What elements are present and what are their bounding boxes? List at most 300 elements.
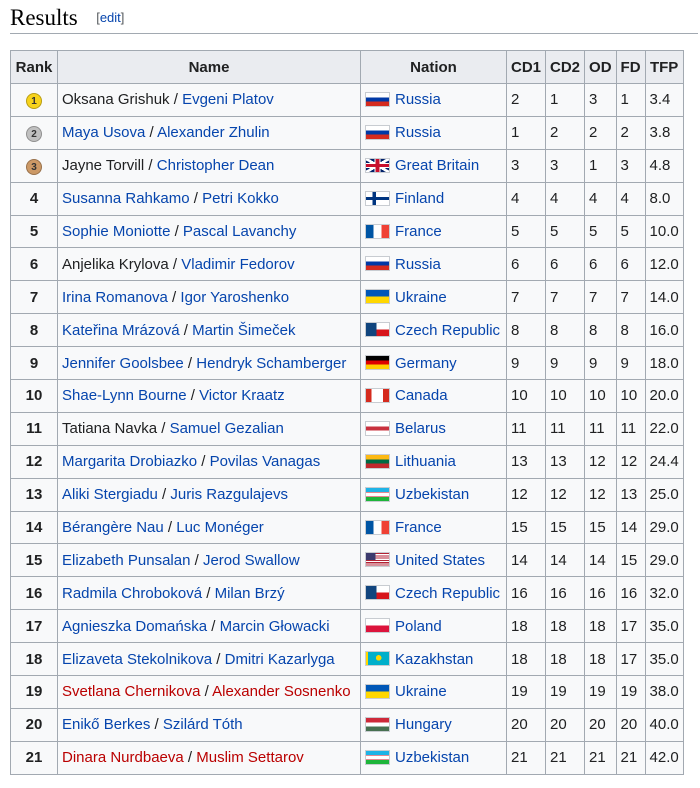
lithuania-flag-icon <box>365 454 390 469</box>
rank-cell <box>11 741 58 774</box>
nation-cell <box>361 478 507 511</box>
skater-2-link[interactable]: Hendryk Schamberger <box>196 354 347 372</box>
table-row <box>11 544 684 577</box>
nation-link[interactable]: Poland <box>395 617 442 635</box>
table-row <box>11 347 684 380</box>
cd2-cell: 7 <box>546 281 585 314</box>
nation-link[interactable]: Russia <box>395 91 441 109</box>
rank-value: 16 <box>25 584 43 602</box>
skater-1-link[interactable]: Jennifer Goolsbee <box>62 354 184 372</box>
cd2-cell: 19 <box>546 676 585 709</box>
name-cell <box>58 445 361 478</box>
table-row <box>11 149 684 182</box>
od-cell: 18 <box>585 610 617 643</box>
skater-2-link[interactable]: Povilas Vanagas <box>209 453 321 471</box>
cd1-cell: 18 <box>507 643 546 676</box>
tfp-cell: 14.0 <box>645 281 683 314</box>
cd2-cell: 13 <box>546 445 585 478</box>
od-cell: 15 <box>585 511 617 544</box>
name-separator: / <box>183 354 197 372</box>
header-nation[interactable]: Nation <box>361 51 507 84</box>
table-row <box>11 182 684 215</box>
czech-flag-icon <box>365 585 390 600</box>
skater-2-link[interactable]: Evgeni Platov <box>182 91 274 109</box>
cd1-cell: 14 <box>507 544 546 577</box>
name-cell <box>58 84 361 117</box>
name-separator: / <box>200 683 213 701</box>
cd1-cell: 13 <box>507 445 546 478</box>
rank-cell <box>11 445 58 478</box>
rank-cell <box>11 478 58 511</box>
od-cell: 7 <box>585 281 617 314</box>
fd-cell: 5 <box>616 215 645 248</box>
od-cell: 19 <box>585 676 617 709</box>
skater-1-link[interactable]: Sophie Moniotte <box>62 223 171 240</box>
belarus-flag-icon <box>365 421 390 436</box>
skater-2-link[interactable]: Juris Razgulajevs <box>170 486 288 504</box>
gold-medal-icon: 1 <box>26 93 42 109</box>
tfp-cell: 24.4 <box>645 445 683 478</box>
fd-cell: 11 <box>616 412 645 445</box>
header-name[interactable]: Name <box>58 51 361 84</box>
fd-cell: 3 <box>616 149 645 182</box>
name-separator: / <box>145 124 158 142</box>
czech-flag-icon <box>365 322 390 337</box>
fd-cell: 4 <box>616 182 645 215</box>
od-cell: 18 <box>585 643 617 676</box>
cd2-cell: 16 <box>546 577 585 610</box>
header-tfp[interactable]: TFP <box>645 51 683 84</box>
name-cell <box>58 116 361 149</box>
nation-cell <box>361 412 507 445</box>
od-cell: 12 <box>585 445 617 478</box>
skater-1-name: Tatiana Navka <box>62 420 158 438</box>
rank-value: 15 <box>25 551 43 569</box>
cd2-cell: 15 <box>546 511 585 544</box>
skater-1-link[interactable]: Aliki Stergiadu <box>62 486 158 504</box>
france-flag-icon <box>365 520 390 535</box>
fd-cell: 12 <box>616 445 645 478</box>
od-cell: 11 <box>585 412 617 445</box>
nation-link[interactable]: Finland <box>395 190 445 208</box>
nation-link[interactable]: France <box>395 519 442 537</box>
results-body <box>11 84 684 775</box>
nation-cell <box>361 380 507 413</box>
nation-cell <box>361 708 507 741</box>
tfp-cell: 20.0 <box>645 380 683 413</box>
nation-link[interactable]: Lithuania <box>395 453 456 471</box>
table-row <box>11 511 684 544</box>
nation-cell <box>361 610 507 643</box>
table-row <box>11 248 684 281</box>
tfp-cell: 4.8 <box>645 149 683 182</box>
tfp-cell: 29.0 <box>645 544 683 577</box>
nation-link[interactable]: Ukraine <box>395 683 447 701</box>
usa-flag-icon <box>365 552 390 567</box>
fd-cell: 14 <box>616 511 645 544</box>
skater-2-link[interactable]: Vladimir Fedorov <box>181 255 295 273</box>
skater-1-link[interactable]: Dinara Nurdbaeva <box>62 749 184 767</box>
nation-cell <box>361 577 507 610</box>
name-separator: / <box>207 617 220 635</box>
skater-1-link[interactable]: Maya Usova <box>62 124 146 142</box>
tfp-cell: 16.0 <box>645 314 683 347</box>
poland-flag-icon <box>365 618 390 633</box>
rank-value: 4 <box>29 190 39 208</box>
rank-cell <box>11 248 58 281</box>
fd-cell: 20 <box>616 708 645 741</box>
header-cd1[interactable]: CD1 <box>507 51 546 84</box>
fd-cell: 17 <box>616 643 645 676</box>
uzbekistan-flag-icon <box>365 487 390 502</box>
name-cell <box>58 511 361 544</box>
canada-flag-icon <box>365 388 390 403</box>
skater-2-link[interactable]: Luc Monéger <box>176 519 264 537</box>
od-cell: 12 <box>585 478 617 511</box>
table-row <box>11 708 684 741</box>
name-separator: / <box>168 255 182 273</box>
table-row <box>11 84 684 117</box>
skater-1-link[interactable]: Svetlana Chernikova <box>62 683 201 701</box>
nation-cell <box>361 215 507 248</box>
cd2-cell: 2 <box>546 116 585 149</box>
tfp-cell: 12.0 <box>645 248 683 281</box>
name-separator: / <box>170 223 183 240</box>
name-separator: / <box>157 486 171 504</box>
cd1-cell: 1 <box>507 116 546 149</box>
fd-cell: 9 <box>616 347 645 380</box>
kazakhstan-flag-icon <box>365 651 390 666</box>
uk-flag-icon <box>365 158 390 173</box>
skater-2-link[interactable]: Muslim Settarov <box>196 749 304 767</box>
rank-value: 10 <box>25 387 43 405</box>
nation-cell <box>361 445 507 478</box>
table-row <box>11 478 684 511</box>
header-fd[interactable]: FD <box>616 51 645 84</box>
header-od[interactable]: OD <box>585 51 617 84</box>
fd-cell: 19 <box>616 676 645 709</box>
name-cell <box>58 676 361 709</box>
rank-cell <box>11 314 58 347</box>
rank-value: 21 <box>25 749 43 767</box>
cd2-cell: 1 <box>546 84 585 117</box>
cd2-cell: 9 <box>546 347 585 380</box>
rank-cell <box>11 380 58 413</box>
od-cell: 1 <box>585 149 617 182</box>
skater-2-link[interactable]: Victor Kraatz <box>199 387 285 405</box>
fd-cell: 16 <box>616 577 645 610</box>
header-row <box>11 51 684 84</box>
rank-cell <box>11 676 58 709</box>
od-cell: 14 <box>585 544 617 577</box>
name-cell <box>58 643 361 676</box>
skater-1-link[interactable]: Agnieszka Domańska <box>62 617 208 635</box>
skater-1-link[interactable]: Susanna Rahkamo <box>62 190 190 208</box>
od-cell: 20 <box>585 708 617 741</box>
cd1-cell: 5 <box>507 215 546 248</box>
cd2-cell: 8 <box>546 314 585 347</box>
fd-cell: 2 <box>616 116 645 149</box>
table-row <box>11 610 684 643</box>
nation-link[interactable]: Uzbekistan <box>395 486 470 504</box>
rank-cell <box>11 610 58 643</box>
tfp-cell: 22.0 <box>645 412 683 445</box>
cd2-cell: 18 <box>546 610 585 643</box>
skater-2-link[interactable]: Samuel Gezalian <box>169 420 284 438</box>
skater-2-link[interactable]: Martin Šimeček <box>192 321 296 339</box>
skater-2-link[interactable]: Milan Brzý <box>214 584 285 602</box>
fd-cell: 1 <box>616 84 645 117</box>
nation-link[interactable]: Russia <box>395 255 441 273</box>
cd2-cell: 12 <box>546 478 585 511</box>
cd1-cell: 21 <box>507 741 546 774</box>
ukraine-flag-icon <box>365 289 390 304</box>
skater-2-link[interactable]: Szilárd Tóth <box>162 716 243 734</box>
name-separator: / <box>202 584 215 602</box>
cd1-cell: 10 <box>507 380 546 413</box>
rank-cell <box>11 281 58 314</box>
rank-value: 20 <box>25 716 43 734</box>
cd1-cell: 12 <box>507 478 546 511</box>
rank-value: 11 <box>26 420 42 438</box>
russia-flag-icon <box>365 125 390 140</box>
fd-cell: 17 <box>616 610 645 643</box>
cd2-cell: 6 <box>546 248 585 281</box>
nation-cell <box>361 248 507 281</box>
rank-value: 13 <box>25 486 43 504</box>
skater-2-link[interactable]: Igor Yaroshenko <box>180 288 290 306</box>
tfp-cell: 3.8 <box>645 116 683 149</box>
skater-1-name: Jayne Torvill <box>62 157 145 175</box>
rank-value: 7 <box>29 288 39 306</box>
cd2-cell: 14 <box>546 544 585 577</box>
fd-cell: 13 <box>616 478 645 511</box>
nation-link[interactable]: Belarus <box>395 420 446 438</box>
rank-cell <box>11 215 58 248</box>
table-row <box>11 215 684 248</box>
nation-link[interactable]: Ukraine <box>395 288 447 306</box>
russia-flag-icon <box>365 92 390 107</box>
results-table <box>10 50 684 775</box>
tfp-cell: 10.0 <box>645 215 683 248</box>
rank-value: 18 <box>25 650 43 668</box>
skater-1-link[interactable]: Elizabeth Punsalan <box>62 551 191 569</box>
hungary-flag-icon <box>365 717 390 732</box>
name-cell <box>58 347 361 380</box>
nation-cell <box>361 182 507 215</box>
rank-value: 19 <box>25 683 43 701</box>
finland-flag-icon <box>365 191 390 206</box>
table-row <box>11 676 684 709</box>
nation-link[interactable]: Germany <box>395 354 457 372</box>
cd1-cell: 20 <box>507 708 546 741</box>
nation-link[interactable]: Canada <box>395 387 448 405</box>
cd1-cell: 4 <box>507 182 546 215</box>
table-row <box>11 281 684 314</box>
uzbekistan-flag-icon <box>365 750 390 765</box>
name-cell <box>58 314 361 347</box>
cd2-cell: 5 <box>546 215 585 248</box>
name-cell <box>58 577 361 610</box>
nation-link[interactable]: Uzbekistan <box>395 749 470 767</box>
table-row <box>11 741 684 774</box>
rank-cell <box>11 182 58 215</box>
bronze-medal-icon: 3 <box>26 159 42 175</box>
nation-cell <box>361 84 507 117</box>
rank-value: 14 <box>25 519 43 537</box>
fd-cell: 8 <box>616 314 645 347</box>
rank-value: 5 <box>29 223 39 240</box>
skater-2-link[interactable]: Dmitri Kazarlyga <box>224 650 335 668</box>
skater-1-link[interactable]: Margarita Drobiazko <box>62 453 198 471</box>
skater-1-link[interactable]: Shae-Lynn Bourne <box>62 387 187 405</box>
section-heading <box>10 2 698 34</box>
rank-value: 8 <box>29 321 39 339</box>
nation-cell <box>361 314 507 347</box>
tfp-cell: 3.4 <box>645 84 683 117</box>
skater-1-link[interactable]: Bérangère Nau <box>62 519 164 537</box>
table-row <box>11 116 684 149</box>
skater-2-link[interactable]: Petri Kokko <box>202 190 279 208</box>
nation-link[interactable]: Russia <box>395 124 441 142</box>
skater-2-link[interactable]: Alexander Sosnenko <box>212 683 351 701</box>
skater-1-name: Oksana Grishuk <box>62 91 170 109</box>
name-cell <box>58 380 361 413</box>
nation-cell <box>361 741 507 774</box>
nation-cell <box>361 511 507 544</box>
nation-cell <box>361 149 507 182</box>
name-separator: / <box>189 190 203 208</box>
rank-cell <box>11 347 58 380</box>
skater-1-link[interactable]: Irina Romanova <box>62 288 168 306</box>
nation-link[interactable]: Czech Republic <box>395 321 501 339</box>
cd2-cell: 10 <box>546 380 585 413</box>
skater-1-link[interactable]: Radmila Chroboková <box>62 584 203 602</box>
nation-link[interactable]: Hungary <box>395 716 452 734</box>
table-row <box>11 643 684 676</box>
name-separator: / <box>169 91 183 109</box>
od-cell: 3 <box>585 84 617 117</box>
edit-bracket-open: [ <box>96 10 100 25</box>
name-cell <box>58 281 361 314</box>
table-row <box>11 314 684 347</box>
ukraine-flag-icon <box>365 684 390 699</box>
nation-cell <box>361 643 507 676</box>
tfp-cell: 42.0 <box>645 741 683 774</box>
od-cell: 16 <box>585 577 617 610</box>
name-cell <box>58 412 361 445</box>
cd2-cell: 3 <box>546 149 585 182</box>
rank-cell <box>11 544 58 577</box>
skater-1-link[interactable]: Enikő Berkes <box>62 716 151 734</box>
skater-2-link[interactable]: Jerod Swallow <box>202 551 300 569</box>
nation-cell <box>361 347 507 380</box>
name-cell <box>58 149 361 182</box>
cd2-cell: 18 <box>546 643 585 676</box>
name-cell <box>58 610 361 643</box>
nation-link[interactable]: United States <box>395 551 486 569</box>
skater-2-link[interactable]: Pascal Lavanchy <box>182 223 297 240</box>
name-cell <box>58 544 361 577</box>
tfp-cell: 29.0 <box>645 511 683 544</box>
cd1-cell: 11 <box>507 412 546 445</box>
rank-value: 17 <box>25 617 43 635</box>
name-separator: / <box>190 551 203 569</box>
od-cell: 6 <box>585 248 617 281</box>
nation-link[interactable]: Czech Republic <box>395 584 501 602</box>
cd2-cell: 21 <box>546 741 585 774</box>
rank-cell <box>11 577 58 610</box>
table-row <box>11 577 684 610</box>
rank-cell <box>11 84 58 117</box>
tfp-cell: 32.0 <box>645 577 683 610</box>
name-cell <box>58 478 361 511</box>
nation-cell <box>361 116 507 149</box>
name-separator: / <box>183 749 197 767</box>
tfp-cell: 38.0 <box>645 676 683 709</box>
nation-link[interactable]: Great Britain <box>395 157 480 175</box>
section-title: Results <box>10 5 78 30</box>
cd1-cell: 8 <box>507 314 546 347</box>
name-separator: / <box>144 157 157 175</box>
od-cell: 2 <box>585 116 617 149</box>
tfp-cell: 35.0 <box>645 643 683 676</box>
rank-cell <box>11 643 58 676</box>
rank-cell <box>11 116 58 149</box>
od-cell: 5 <box>585 215 617 248</box>
skater-2-link[interactable]: Marcin Głowacki <box>219 617 330 635</box>
name-separator: / <box>179 321 193 339</box>
cd1-cell: 16 <box>507 577 546 610</box>
od-cell: 4 <box>585 182 617 215</box>
cd1-cell: 15 <box>507 511 546 544</box>
cd1-cell: 19 <box>507 676 546 709</box>
skater-2-link[interactable]: Alexander Zhulin <box>157 124 270 142</box>
skater-1-link[interactable]: Elizaveta Stekolnikova <box>62 650 213 668</box>
rank-value: 9 <box>29 354 39 372</box>
name-cell <box>58 248 361 281</box>
header-rank[interactable]: Rank <box>11 51 58 84</box>
name-separator: / <box>157 420 170 438</box>
od-cell: 10 <box>585 380 617 413</box>
tfp-cell: 8.0 <box>645 182 683 215</box>
header-cd2[interactable]: CD2 <box>546 51 585 84</box>
table-row <box>11 412 684 445</box>
skater-2-link[interactable]: Christopher Dean <box>156 157 275 175</box>
fd-cell: 6 <box>616 248 645 281</box>
skater-1-link[interactable]: Kateřina Mrázová <box>62 321 180 339</box>
name-separator: / <box>167 288 181 306</box>
od-cell: 8 <box>585 314 617 347</box>
skater-1-name: Anjelika Krylova <box>62 255 169 273</box>
name-cell <box>58 741 361 774</box>
cd1-cell: 3 <box>507 149 546 182</box>
cd1-cell: 6 <box>507 248 546 281</box>
nation-cell <box>361 676 507 709</box>
table-row <box>11 445 684 478</box>
cd2-cell: 11 <box>546 412 585 445</box>
name-separator: / <box>163 519 177 537</box>
nation-link[interactable]: Kazakhstan <box>395 650 474 668</box>
name-separator: / <box>150 716 163 734</box>
nation-cell <box>361 544 507 577</box>
rank-cell <box>11 708 58 741</box>
edit-section-link[interactable]: edit <box>99 10 121 25</box>
rank-value: 6 <box>29 255 39 273</box>
name-cell <box>58 215 361 248</box>
silver-medal-icon: 2 <box>26 126 42 142</box>
nation-link[interactable]: France <box>395 223 442 240</box>
